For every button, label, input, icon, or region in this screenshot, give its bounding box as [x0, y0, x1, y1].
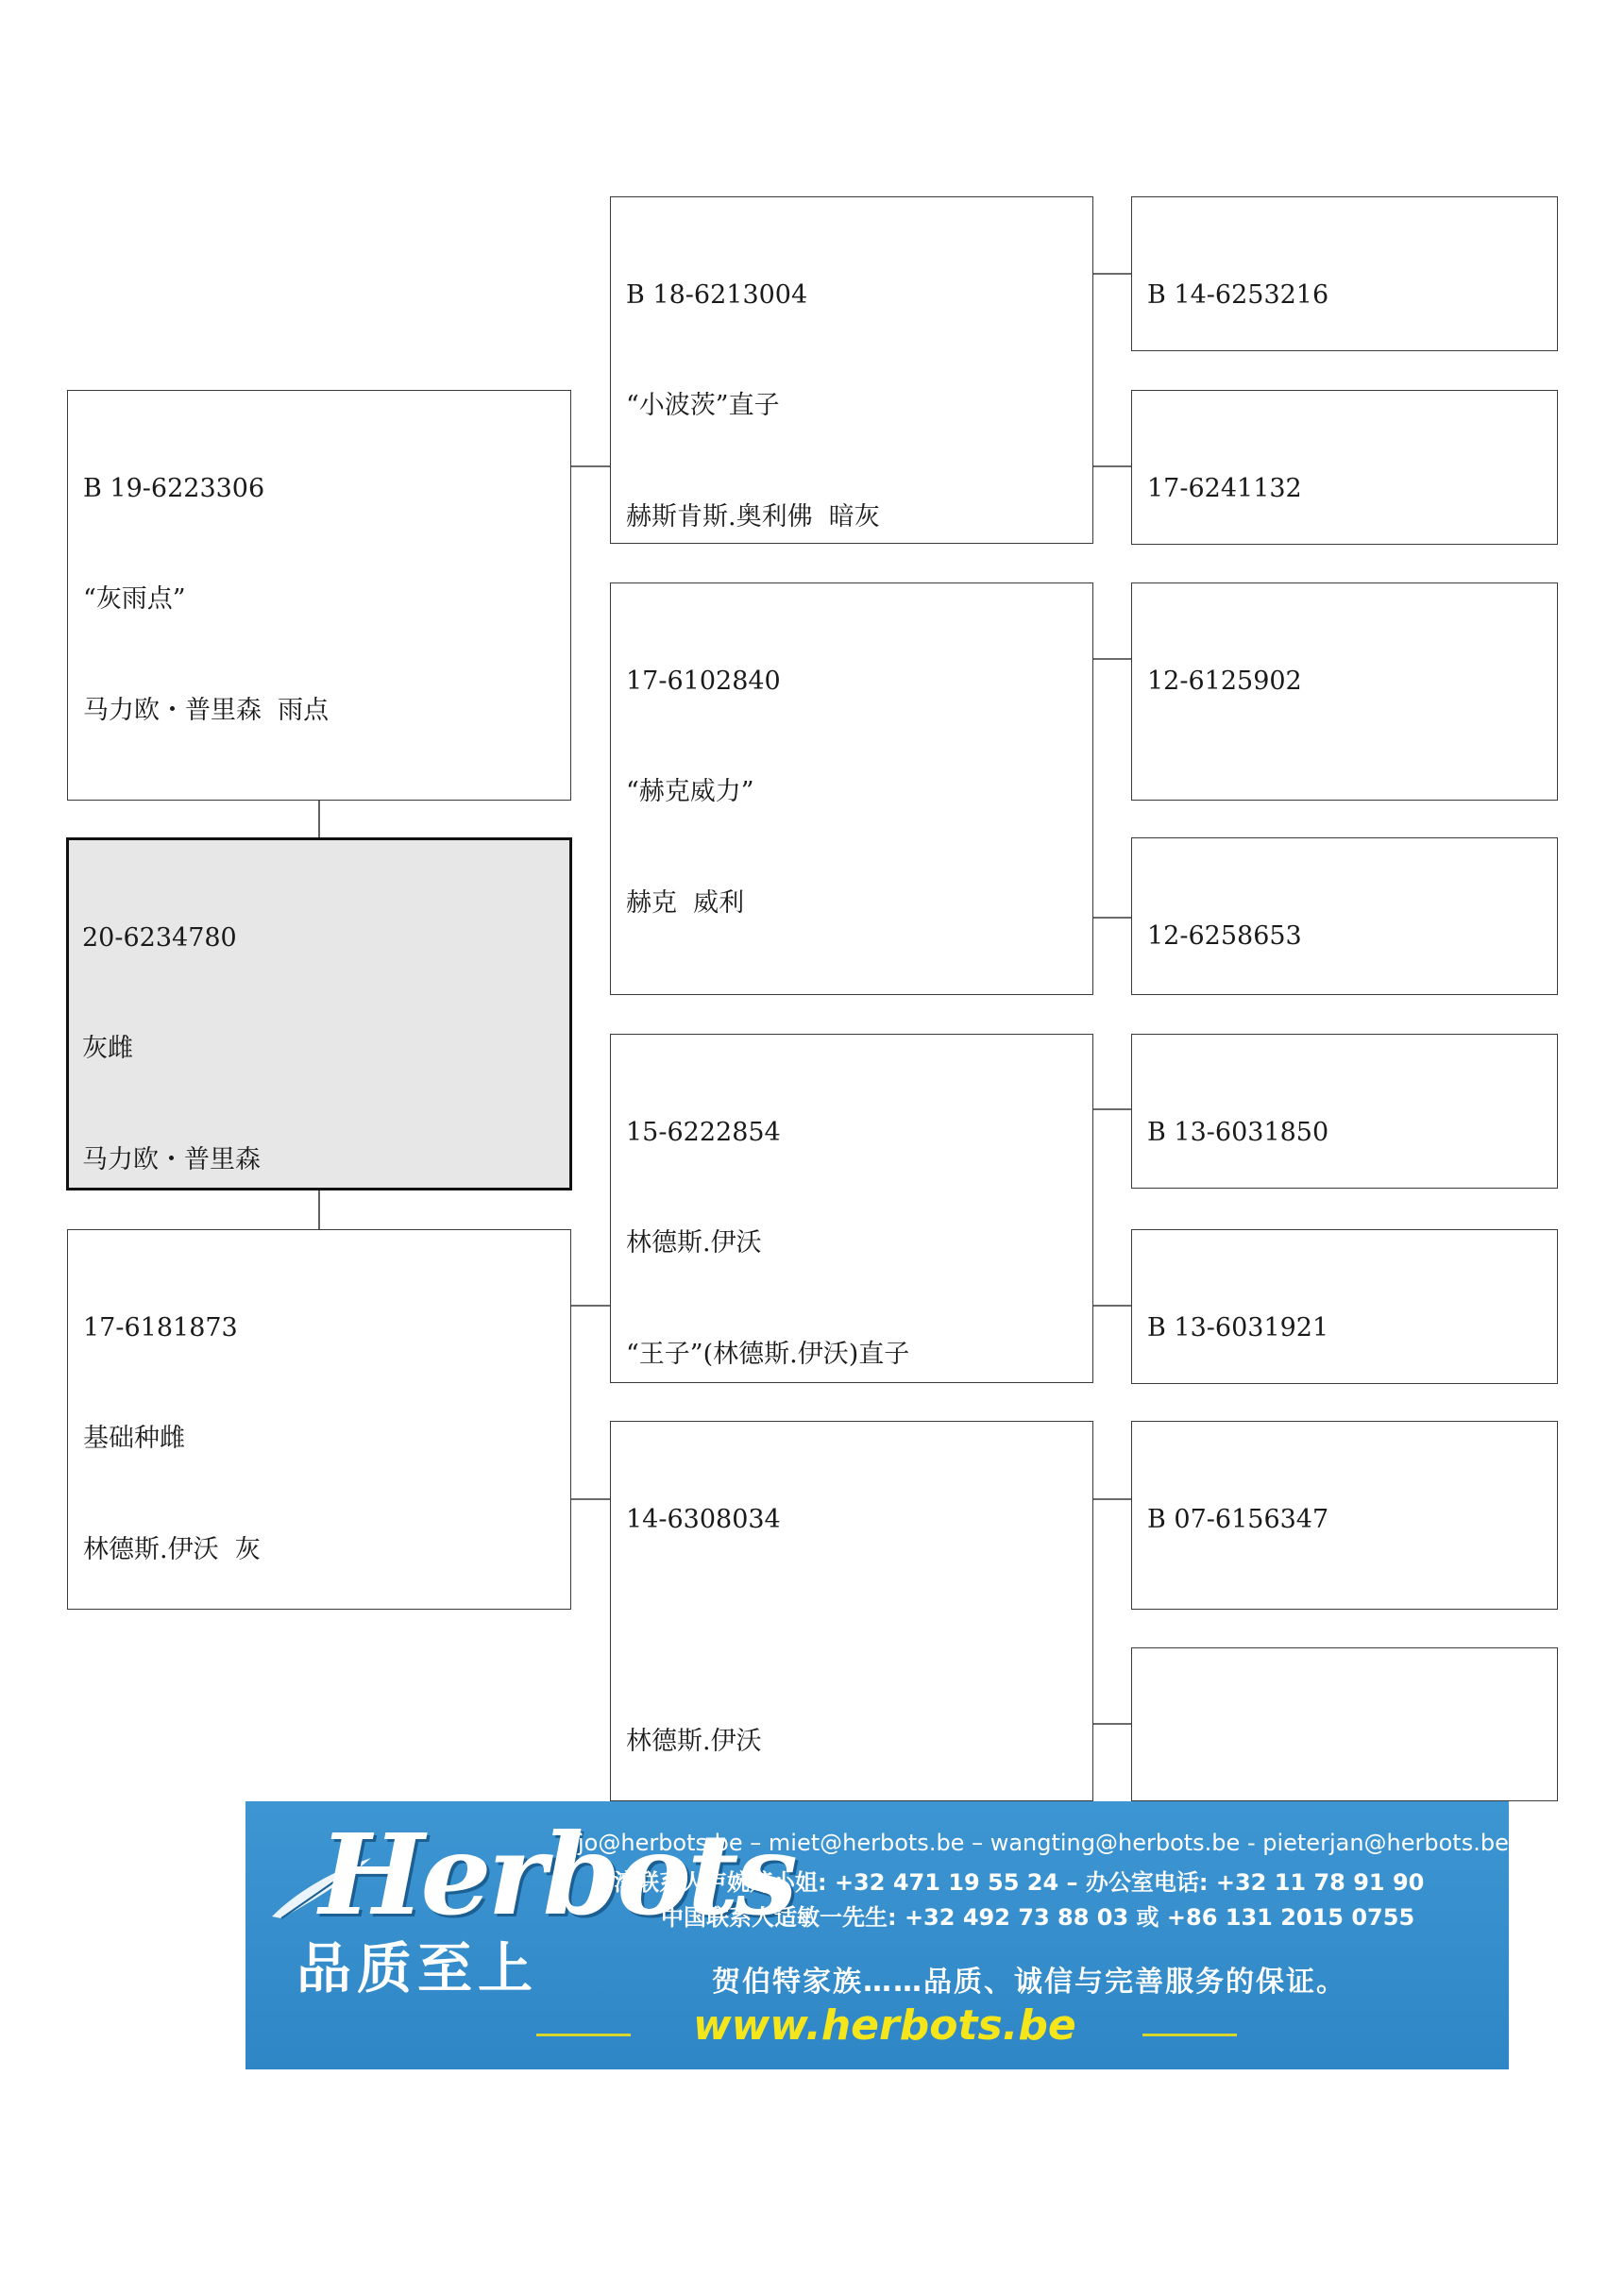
dam-sire-line: 林德斯.伊沃	[626, 1228, 762, 1258]
sire-sire-line: 赫斯肯斯.奥利佛 暗灰	[626, 502, 880, 532]
website-link[interactable]: www.herbots.be	[693, 2001, 1076, 2050]
ds-sire-box	[1131, 1034, 1558, 1189]
dam-sire-box	[610, 1034, 1093, 1383]
sire-line: B 19-6223306	[83, 473, 265, 503]
logo-wordmark: Herbots	[319, 1809, 794, 1940]
ss-dam-line: 17-6241132	[1147, 473, 1302, 503]
dam-dam-box	[610, 1421, 1093, 1801]
dam-dam-line: 14-6308034	[626, 1504, 781, 1534]
sd-sire-box	[1131, 582, 1558, 801]
slogan: 品质至上	[296, 1936, 539, 2001]
dam-dam-line	[626, 1612, 1079, 1648]
china-contact: 中国联系人适敏一先生: +32 492 73 88 03 或 +86 131 2015 0755	[661, 1904, 1415, 1931]
divider-left	[536, 2034, 631, 2036]
ds-sire-line: B 13-6031850	[1147, 1117, 1329, 1147]
dd-sire-box	[1131, 1421, 1558, 1610]
dd-sire-line: B 07-6156347	[1147, 1504, 1329, 1534]
dam-dam-line: 林德斯.伊沃	[626, 1727, 762, 1757]
divider-right	[1142, 2034, 1237, 2036]
sire-sire-line: B 18-6213004	[626, 279, 808, 310]
dam-line: 17-6181873	[83, 1312, 238, 1342]
ds-dam-line: B 13-6031921	[1147, 1312, 1329, 1342]
dd-dam-box	[1131, 1647, 1558, 1801]
subject-box	[66, 837, 572, 1190]
sd-dam-box	[1131, 837, 1558, 995]
ss-sire-box	[1131, 196, 1558, 351]
subject-line: 马力欧・普里森	[82, 1145, 261, 1175]
sire-line: 马力欧・普里森 雨点	[83, 696, 330, 726]
herbots-banner	[245, 1801, 1509, 2069]
sire-dam-line: “赫克威力”	[626, 777, 754, 807]
sd-sire-line: 12-6125902	[1147, 666, 1302, 696]
sire-line: “灰雨点”	[83, 584, 186, 615]
dam-sire-line: “王子”(林德斯.伊沃)直子	[626, 1340, 910, 1370]
ss-dam-box	[1131, 390, 1558, 545]
taiwan-contact: 台湾联系人卢婉婷小姐: +32 471 19 55 24 – 办公室电话: +32 11 78 91 90	[591, 1869, 1425, 1896]
dam-sire-line: 15-6222854	[626, 1117, 781, 1147]
sire-sire-line: “小波茨”直子	[626, 391, 780, 421]
sire-dam-line: 17-6102840	[626, 666, 781, 696]
sire-box	[67, 390, 571, 801]
ds-dam-box	[1131, 1229, 1558, 1384]
ss-sire-line: B 14-6253216	[1147, 279, 1329, 310]
subject-line: 20-6234780	[82, 922, 237, 953]
motto: 贺伯特家族……品质、诚信与完善服务的保证。	[712, 1966, 1346, 1999]
contact-emails[interactable]: jo@herbots.be – miet@herbots.be – wangting@herbots.be - pieterjan@herbots.be	[578, 1830, 1509, 1856]
sd-dam-line: 12-6258653	[1147, 920, 1302, 951]
subject-line: 灰雌	[82, 1034, 133, 1064]
sire-dam-box	[610, 582, 1093, 995]
dam-line: 林德斯.伊沃 灰	[83, 1535, 261, 1565]
sire-sire-box	[610, 196, 1093, 544]
dam-line: 基础种雌	[83, 1424, 185, 1454]
sire-dam-line: 赫克 威利	[626, 888, 745, 919]
dam-box	[67, 1229, 571, 1610]
